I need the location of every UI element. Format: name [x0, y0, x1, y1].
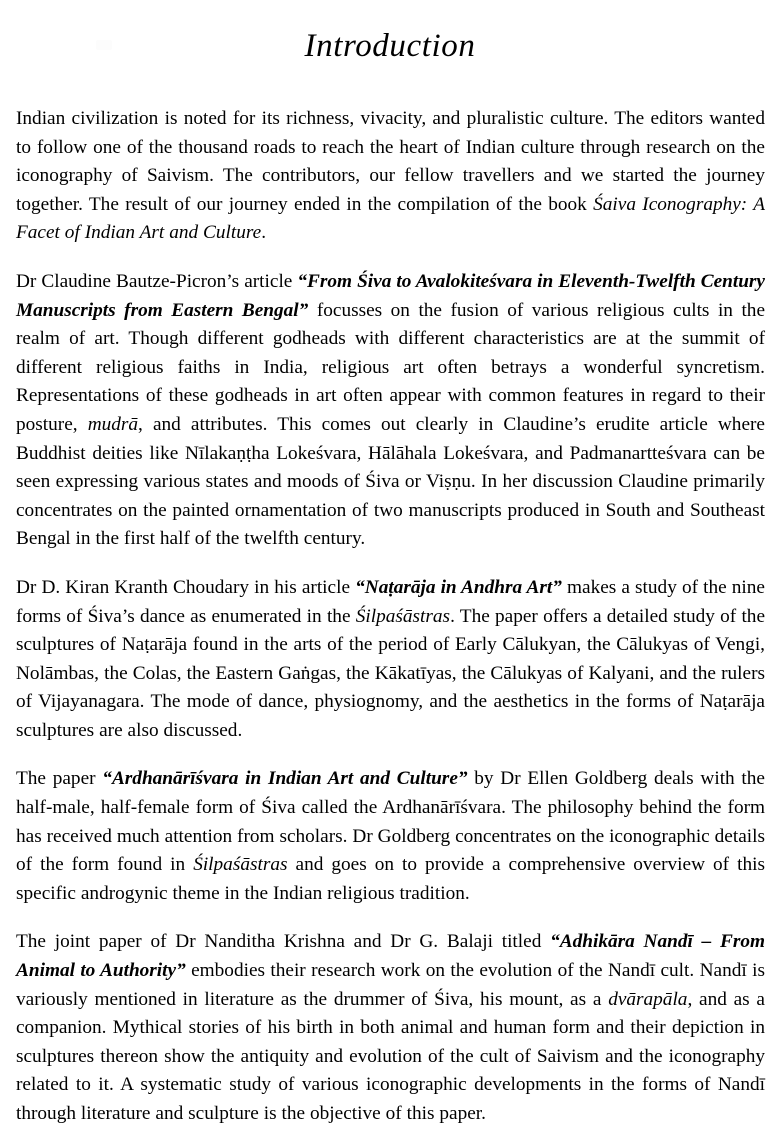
bold-italic-run: “Adhikāra Nandī – From Animal to Authority” [16, 931, 765, 982]
italic-run: mudrā [87, 413, 139, 435]
italic-run: Śaiva Iconography: A Facet of Indian Art and Culture [16, 193, 765, 244]
text-run: Indian civilization is noted for its richness, vivacity, and pluralistic culture. The editors wanted to follow one of the thousand roads to reach the heart of Indian culture through research on the iconography of Saivism. The contributors, our fellow travellers and we started the journey together. The result of our journey ended in the compilation of the book [16, 108, 765, 215]
text-run: by Dr Ellen Goldberg deals with the half-male, half-female form of Śiva called the Ardhanārīśvara. The philosophy behind the form has received much attention from scholars. Dr Goldberg concentrates on the iconographic details of the form found in [16, 768, 765, 876]
paragraph [16, 765, 765, 908]
bold-italic-run: “From Śiva to Avalokiteśvara in Eleventh-Twelfth Century Manuscripts from Eastern Bengal” [16, 270, 765, 321]
text-run: The joint paper of Dr Nanditha Krishna and Dr G. Balaji titled [16, 931, 551, 953]
text-run: , and attributes. This comes out clearly in Claudine’s erudite article where Buddhist deities like Nīlakaṇṭha Lokeśvara, Hālāhala Lokeśvara, and Padmanartteśvara can be seen expressing various states and moods of Śiva or Viṣṇu. In her discussion Claudine primarily concentrates on the painted ornamentation of two manuscripts produced in South and Southeast Bengal in the first half of the twelfth century. [16, 413, 765, 550]
paragraph [16, 928, 765, 1128]
text-run: . [261, 222, 267, 244]
paragraph [16, 105, 765, 248]
text-run: and goes on to provide a comprehensive overview of this specific androgynic theme in the Indian religious tradition. [16, 854, 765, 904]
text-run: Dr Claudine Bautze-Picron’s article [16, 270, 298, 292]
paragraph [16, 574, 765, 746]
italic-run: Śilpaśāstras [193, 854, 288, 876]
italic-run: dvārapāla [608, 988, 688, 1010]
paragraph [16, 268, 765, 554]
bold-italic-run: “Ardhanārīśvara in Indian Art and Culture” [102, 768, 468, 790]
text-run: , and as a companion. Mythical stories of his birth in both animal and human form and their depiction in sculptures thereon show the antiquity and evolution of the cult of Saivism and the iconography related to it. A systematic study of various iconographic developments in the forms of Nandī through literature and sculpture is the objective of this paper. [16, 988, 765, 1124]
text-run: focusses on the fusion of various religious cults in the realm of art. Though different godheads with different characteristics are at the summit of different religious faiths in India, religious art often betrays a wonderful syncretism. Representations of these godheads in art often appear with common features in regard to their posture, [16, 299, 766, 435]
bold-italic-run: “Naṭarāja in Andhra Art” [355, 576, 562, 598]
body-text-block [0, 105, 780, 1129]
italic-run: Śilpaśāstras [355, 605, 451, 627]
text-run: embodies their research work on the evolution of the Nandī cult. Nandī is variously mentioned in literature as the drummer of Śiva, his mount, as a [16, 960, 765, 1010]
text-run: makes a study of the nine forms of Śiva’s dance as enumerated in the [16, 576, 765, 627]
page-title: Introduction [304, 28, 476, 64]
text-run: The paper [16, 768, 103, 790]
text-run: Dr D. Kiran Kranth Choudary in his article [16, 576, 356, 598]
text-run: . The paper offers a detailed study of the sculptures of Naṭarāja found in the arts of the period of Early Cālukyan, the Cālukyas of Vengi, Nolāmbas, the Colas, the Eastern Gaṅgas, the Kākatīyas, the Cālukyas of Kalyani, and the rulers of Vijayanagara. The mode of dance, physiognomy, and the aesthetics in the forms of Naṭarāja sculptures are also discussed. [16, 605, 766, 741]
